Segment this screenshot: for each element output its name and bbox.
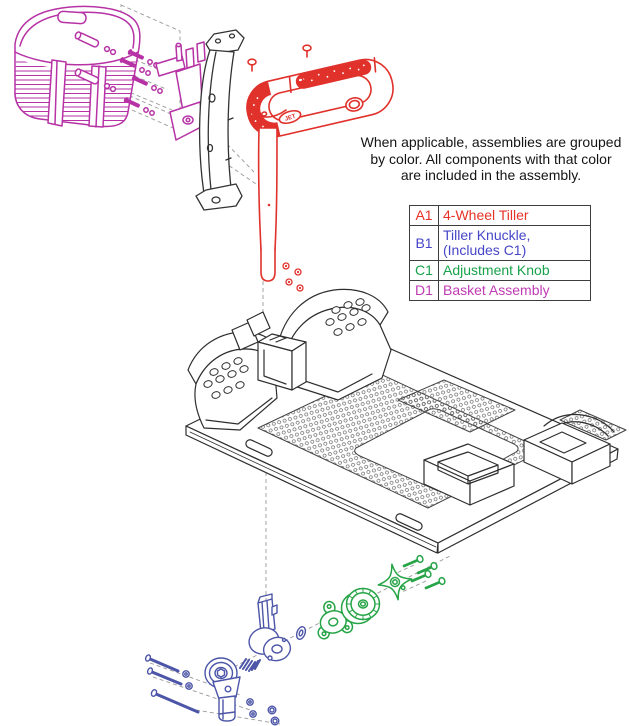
console-screw [230, 34, 235, 38]
spring [240, 659, 260, 671]
adjustment-knob-assembly [311, 555, 446, 640]
assembly-note [349, 134, 629, 184]
basket-assembly [10, 6, 205, 140]
jet-badge-text: JET [284, 113, 297, 123]
basket-handle-slot [58, 11, 87, 24]
basket [10, 6, 142, 127]
legend-code-d1: D1 [410, 281, 439, 301]
legend-label-a1: 4-Wheel Tiller [439, 206, 591, 226]
console-screw [216, 39, 221, 43]
knuckle-disc [246, 625, 293, 664]
round-knob [342, 588, 380, 624]
knuckle-post [258, 594, 277, 633]
legend-row-d1 [410, 281, 591, 301]
caster-fork [213, 677, 240, 721]
handlebar-screw [303, 45, 311, 57]
tiller-knuckle-assembly [145, 594, 307, 725]
legend-row-c1 [410, 261, 591, 281]
chassis-frame [186, 289, 626, 553]
basket-mounting-bracket [156, 42, 205, 140]
legend-code-c1: C1 [410, 261, 439, 281]
note-line-3: are included in the assembly. [400, 167, 582, 183]
spacer-washer [295, 626, 307, 641]
tiller-fasteners [283, 263, 303, 291]
legend-row-a1 [410, 206, 591, 226]
legend-label-b1: Tiller Knuckle, (Includes C1) [439, 226, 591, 261]
legend-label-c1: Adjustment Knob [439, 261, 591, 281]
legend-row-b1 [410, 226, 591, 261]
assembly-legend-table [409, 205, 591, 301]
star-knob [375, 561, 415, 602]
knob-screws [404, 555, 446, 588]
legend-code-a1: A1 [410, 206, 439, 226]
handlebar-screw [248, 59, 256, 71]
legend-code-b1: B1 [410, 226, 439, 261]
note-line-2: by color. All components with that color [370, 150, 612, 167]
legend-label-d1: Basket Assembly [439, 281, 591, 301]
note-line-1: When applicable, assemblies are grouped [360, 134, 622, 150]
